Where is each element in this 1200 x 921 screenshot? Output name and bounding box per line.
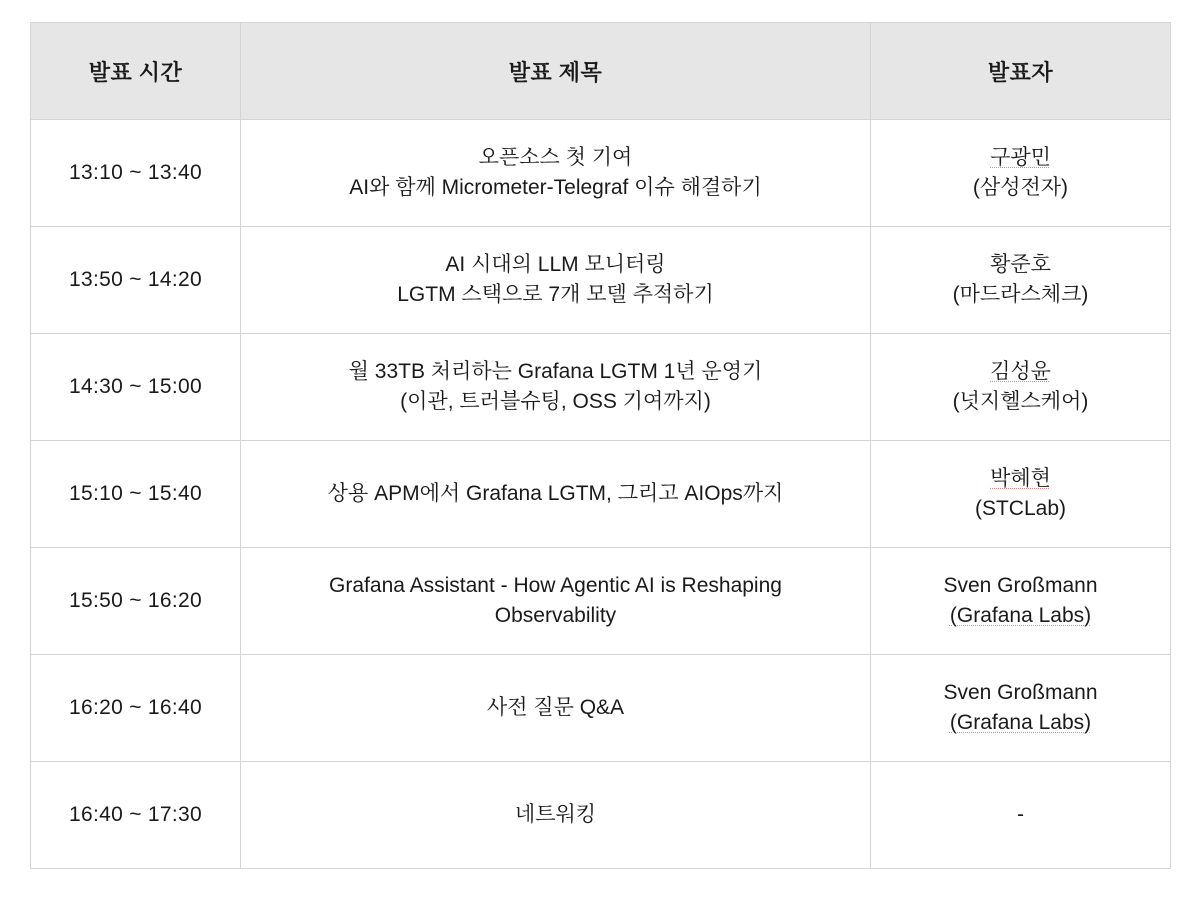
column-header-time: 발표 시간: [31, 23, 241, 120]
session-speaker-org: (Grafana Labs): [949, 711, 1092, 734]
session-time: 13:50 ~ 14:20: [31, 227, 241, 334]
table-header: [31, 23, 1171, 120]
session-speaker: [871, 441, 1171, 548]
session-speaker-org: (삼성전자): [972, 176, 1069, 199]
session-speaker-name: 박혜현: [990, 466, 1051, 490]
table-row: [31, 548, 1171, 655]
session-title-line-1: 상용 APM에서 Grafana LGTM, 그리고 AIOps까지: [327, 481, 784, 505]
session-time: 13:10 ~ 13:40: [31, 120, 241, 227]
session-speaker-name: 구광민: [990, 145, 1051, 169]
session-time: 14:30 ~ 15:00: [31, 334, 241, 441]
session-speaker-org: (마드라스체크): [952, 283, 1089, 306]
table-row: [31, 227, 1171, 334]
session-speaker: [871, 548, 1171, 655]
table-row: [31, 120, 1171, 227]
session-title-line-1: 사전 질문 Q&A: [486, 695, 625, 719]
session-speaker: [871, 120, 1171, 227]
session-title-line-1: AI 시대의 LLM 모니터링: [445, 252, 666, 276]
session-title: [241, 441, 871, 548]
session-speaker-org: (Grafana Labs): [949, 604, 1092, 627]
session-title-line-2: (이관, 트러블슈팅, OSS 기여까지): [400, 390, 711, 413]
table-row: [31, 762, 1171, 869]
session-speaker: [871, 655, 1171, 762]
session-title-line-1: 오픈소스 첫 기여: [478, 145, 633, 169]
session-speaker-org: (STCLab): [974, 497, 1067, 520]
session-title: [241, 762, 871, 869]
session-title-line-1: 네트워킹: [514, 802, 597, 826]
session-title: [241, 334, 871, 441]
session-schedule-table: [30, 22, 1171, 869]
session-time: 16:40 ~ 17:30: [31, 762, 241, 869]
column-header-title: 발표 제목: [241, 23, 871, 120]
table-body: [31, 120, 1171, 869]
session-speaker-name: 황준호: [990, 252, 1051, 276]
session-speaker-name: Sven Großmann: [943, 680, 1098, 704]
session-title-line-2: AI와 함께 Micrometer-Telegraf 이슈 해결하기: [349, 176, 762, 199]
session-speaker: [871, 762, 1171, 869]
table-row: [31, 655, 1171, 762]
table-header-row: [31, 23, 1171, 120]
session-time: 15:10 ~ 15:40: [31, 441, 241, 548]
table-row: [31, 334, 1171, 441]
session-time: 15:50 ~ 16:20: [31, 548, 241, 655]
column-header-speaker: 발표자: [871, 23, 1171, 120]
session-title: [241, 120, 871, 227]
session-speaker-name: Sven Großmann: [943, 573, 1098, 597]
session-title-line-2: Observability: [494, 604, 617, 627]
session-speaker-name: -: [1017, 802, 1024, 826]
session-title: [241, 655, 871, 762]
session-title-line-2: LGTM 스택으로 7개 모델 추적하기: [397, 283, 714, 306]
session-time: 16:20 ~ 16:40: [31, 655, 241, 762]
session-title-line-1: Grafana Assistant - How Agentic AI is Reshaping: [329, 573, 782, 597]
table-row: [31, 441, 1171, 548]
session-speaker: [871, 334, 1171, 441]
session-speaker-name: 김성윤: [990, 359, 1051, 383]
session-speaker: [871, 227, 1171, 334]
session-speaker-org: (넛지헬스케어): [952, 390, 1089, 413]
session-title-line-1: 월 33TB 처리하는 Grafana LGTM 1년 운영기: [348, 359, 763, 383]
session-title: [241, 227, 871, 334]
session-title: [241, 548, 871, 655]
